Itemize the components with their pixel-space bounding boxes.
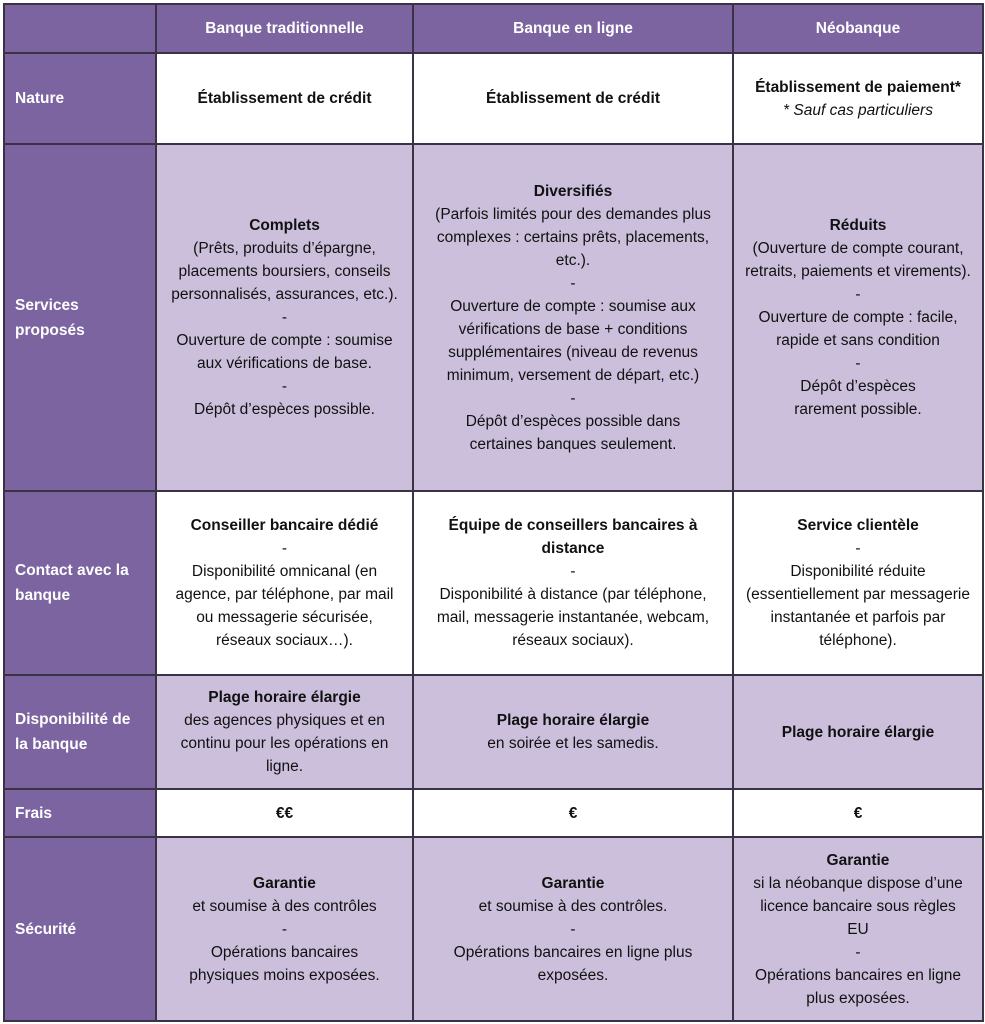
cell-title: Établissement de crédit bbox=[197, 90, 372, 107]
column-header-neobanque: Néobanque bbox=[733, 4, 983, 53]
cell-line: Dépôt d’espèces possible. bbox=[194, 401, 375, 418]
row-header-label: Services proposés bbox=[15, 296, 85, 339]
row-disponibilite bbox=[4, 675, 983, 789]
cell-line: Dépôt d’espèces possible dans certaines banques seulement. bbox=[465, 412, 681, 453]
separator-dash: - bbox=[281, 378, 288, 395]
cell-line: Disponibilité omnicanal (en agence, par téléphone, par mail ou messagerie sécurisée, réseaux sociaux…). bbox=[175, 563, 394, 649]
cell-line: en soirée et les samedis. bbox=[487, 735, 659, 752]
row-nature bbox=[4, 53, 983, 144]
header-row bbox=[4, 4, 983, 53]
cell-title: Plage horaire élargie bbox=[208, 689, 361, 706]
cell-title: Garantie bbox=[253, 874, 316, 892]
cell-line: Opérations bancaires en ligne plus exposées. bbox=[755, 966, 961, 1007]
cell-title: Réduits bbox=[829, 217, 887, 234]
cell-frais-en-ligne bbox=[413, 789, 733, 837]
cell-frais-neobanque bbox=[733, 789, 983, 837]
cell-line: si la néobanque dispose d’une licence bancaire sous règles EU bbox=[753, 874, 963, 938]
cell-title: Garantie bbox=[826, 851, 890, 869]
separator-dash: - bbox=[855, 943, 861, 961]
fee-value: €€ bbox=[275, 804, 294, 822]
row-header-securite: Sécurité bbox=[4, 837, 156, 1021]
row-header-nature: Nature bbox=[4, 53, 156, 144]
cell-securite-neobanque bbox=[733, 837, 983, 1021]
row-contact bbox=[4, 491, 983, 675]
column-header-traditionnelle: Banque traditionnelle bbox=[156, 4, 413, 53]
cell-securite-traditionnelle bbox=[156, 837, 413, 1021]
cell-disponibilite-neobanque bbox=[733, 675, 983, 789]
cell-services-traditionnelle bbox=[156, 144, 413, 491]
separator-dash: - bbox=[855, 355, 861, 372]
cell-line: Ouverture de compte : facile, rapide et sans condition bbox=[758, 309, 958, 349]
separator-dash: - bbox=[570, 920, 576, 938]
row-services bbox=[4, 144, 983, 491]
cell-line: (Ouverture de compte courant, retraits, paiements et virements). bbox=[745, 240, 971, 280]
cell-nature-neobanque bbox=[733, 53, 983, 144]
cell-title: Complets bbox=[249, 217, 320, 234]
cell-title: Garantie bbox=[541, 874, 605, 892]
row-frais bbox=[4, 789, 983, 837]
cell-contact-neobanque bbox=[733, 491, 983, 675]
footnote: * Sauf cas particuliers bbox=[783, 101, 933, 119]
cell-line: et soumise à des contrôles bbox=[192, 897, 377, 915]
cell-line: (Prêts, produits d’épargne, placements boursiers, conseils personnalisés, assurances, etc.). bbox=[171, 240, 398, 303]
row-header-frais: Frais bbox=[4, 789, 156, 837]
cell-line: Dépôt d’espèces rarement possible. bbox=[794, 378, 922, 418]
row-securite bbox=[4, 837, 983, 1021]
row-header-label: Disponibilité de la banque bbox=[15, 711, 131, 753]
cell-title: Diversifiés bbox=[533, 182, 613, 200]
cell-title: Équipe de conseillers bancaires à distance bbox=[448, 517, 698, 557]
cell-title: Établissement de paiement* bbox=[755, 78, 961, 96]
separator-dash: - bbox=[281, 920, 288, 938]
separator-dash: - bbox=[570, 274, 576, 292]
separator-dash: - bbox=[281, 309, 288, 326]
cell-line: Disponibilité réduite (essentiellement par messagerie instantanée et parfois par téléphone). bbox=[746, 563, 970, 649]
cell-nature-en-ligne bbox=[413, 53, 733, 144]
cell-contact-en-ligne bbox=[413, 491, 733, 675]
cell-frais-traditionnelle bbox=[156, 789, 413, 837]
cell-title: Établissement de crédit bbox=[485, 90, 660, 107]
cell-line: Opérations bancaires physiques moins exposées. bbox=[189, 943, 380, 984]
cell-line: Opérations bancaires en ligne plus exposées. bbox=[453, 943, 693, 984]
cell-contact-traditionnelle bbox=[156, 491, 413, 675]
row-header-disponibilite bbox=[4, 675, 156, 789]
row-header-services bbox=[4, 144, 156, 491]
separator-dash: - bbox=[855, 540, 861, 557]
fee-value: € bbox=[568, 804, 578, 822]
cell-line: Ouverture de compte : soumise aux vérifications de base + conditions supplémentaires (niveau de revenus minimum, versement de départ, etc.) bbox=[446, 297, 700, 384]
cell-securite-en-ligne bbox=[413, 837, 733, 1021]
fee-value: € bbox=[853, 804, 863, 822]
cell-title: Plage horaire élargie bbox=[496, 712, 650, 729]
cell-line: Ouverture de compte : soumise aux vérifications de base. bbox=[176, 332, 393, 372]
cell-title: Plage horaire élargie bbox=[781, 723, 935, 741]
row-header-contact: Contact avec la banque bbox=[4, 491, 156, 675]
separator-dash: - bbox=[281, 540, 288, 557]
cell-line: et soumise à des contrôles. bbox=[478, 897, 668, 915]
cell-line: des agences physiques et en continu pour les opérations en ligne. bbox=[180, 712, 389, 775]
cell-title: Service clientèle bbox=[797, 517, 919, 534]
corner-cell bbox=[4, 4, 156, 53]
cell-line: (Parfois limités pour des demandes plus complexes : certains prêts, placements, etc.). bbox=[435, 205, 711, 269]
cell-line: Disponibilité à distance (par téléphone, mail, messagerie instantanée, webcam, réseaux sociaux). bbox=[436, 586, 710, 649]
separator-dash: - bbox=[570, 389, 576, 407]
cell-services-neobanque bbox=[733, 144, 983, 491]
cell-disponibilite-en-ligne bbox=[413, 675, 733, 789]
cell-disponibilite-traditionnelle bbox=[156, 675, 413, 789]
cell-services-en-ligne bbox=[413, 144, 733, 491]
cell-title: Conseiller bancaire dédié bbox=[190, 517, 379, 534]
column-header-en-ligne: Banque en ligne bbox=[413, 4, 733, 53]
cell-nature-traditionnelle bbox=[156, 53, 413, 144]
separator-dash: - bbox=[570, 563, 576, 580]
separator-dash: - bbox=[855, 286, 861, 303]
bank-comparison-table bbox=[3, 3, 984, 1022]
